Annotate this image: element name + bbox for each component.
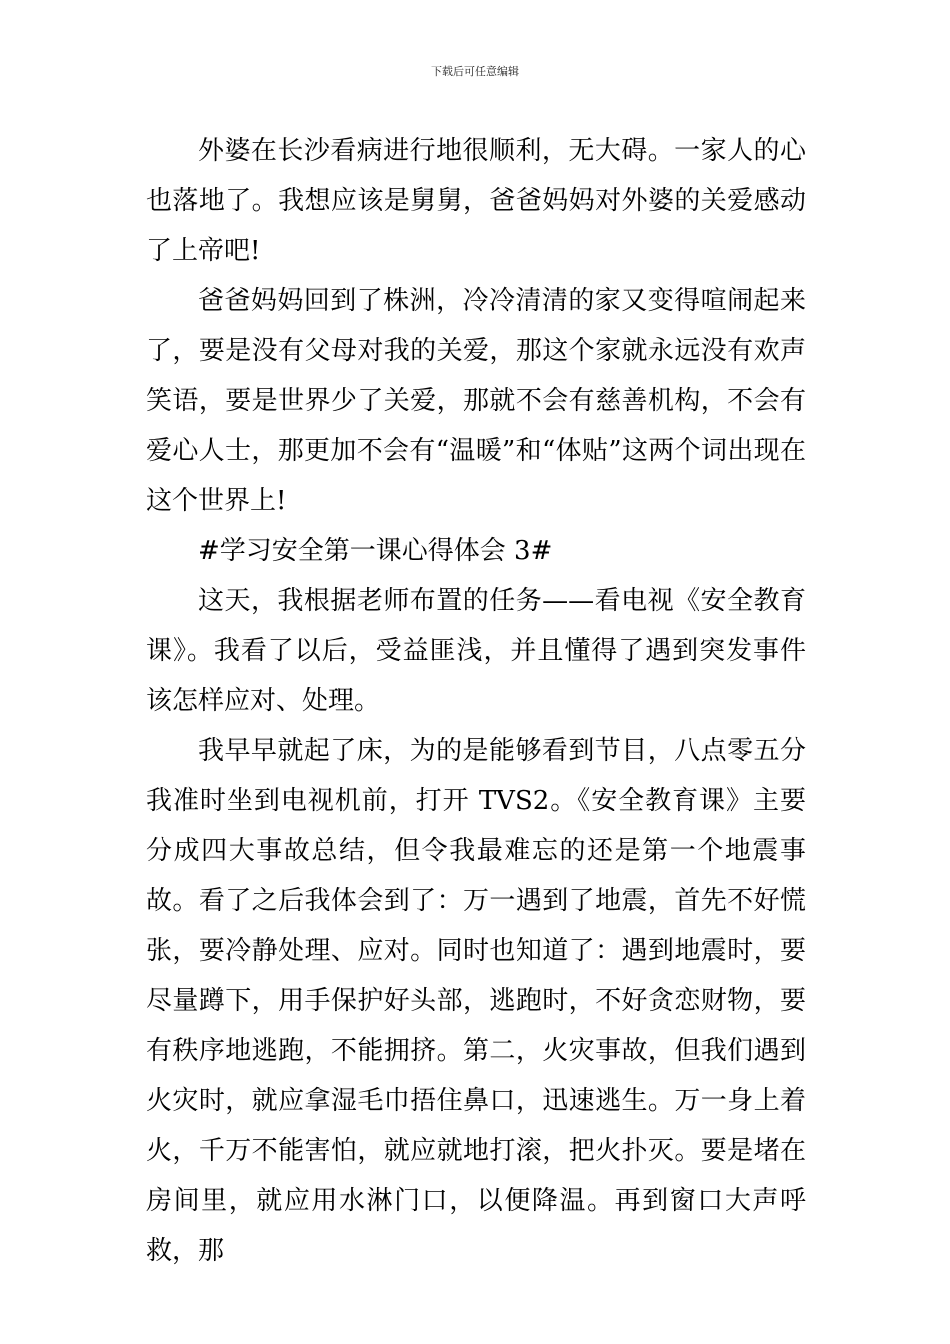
paragraph-grandma: 外婆在长沙看病进行地很顺利，无大碍。一家人的心也落地了。我想应该是舅舅，爸爸妈妈对外婆的关爱感动了上帝吧! [146, 136, 806, 266]
document-body [146, 126, 806, 1276]
paragraph-safety-intro: 这天，我根据老师布置的任务——看电视《安全教育课》。我看了以后，受益匪浅，并且懂得了遇到突发事件该怎样应对、处理。 [146, 586, 806, 716]
section-heading: #学习安全第一课心得体会 3# [198, 536, 553, 566]
paragraph-safety-details: 我早早就起了床，为的是能够看到节目，八点零五分我准时坐到电视机前，打开 TVS2。《安全教育课》主要分成四大事故总结，但令我最难忘的还是第一个地震事故。看了之后我体会到了：万一遇到了地震，首先不好慌张，要冷静处理、应对。同时也知道了：遇到地震时，要尽量蹲下，用手保护好头部，逃跑时，不好贪恋财物，要有秩序地逃跑，不能拥挤。第二，火灾事故，但我们遇到火灾时，就应拿湿毛巾捂住鼻口，迅速逃生。万一身上着火，千万不能害怕，就应就地打滚，把火扑灭。要是堵在房间里，就应用水淋门口，以便降温。再到窗口大声呼救，那 [146, 736, 806, 1266]
paragraph-parents: 爸爸妈妈回到了株洲，冷冷清清的家又变得喧闹起来了，要是没有父母对我的关爱，那这个家就永远没有欢声笑语，要是世界少了关爱，那就不会有慈善机构，不会有爱心人士，那更加不会有“温暖”和“体贴”这两个词出现在这个世界上! [146, 286, 806, 516]
page-header: 下载后可任意编辑 [431, 65, 519, 78]
